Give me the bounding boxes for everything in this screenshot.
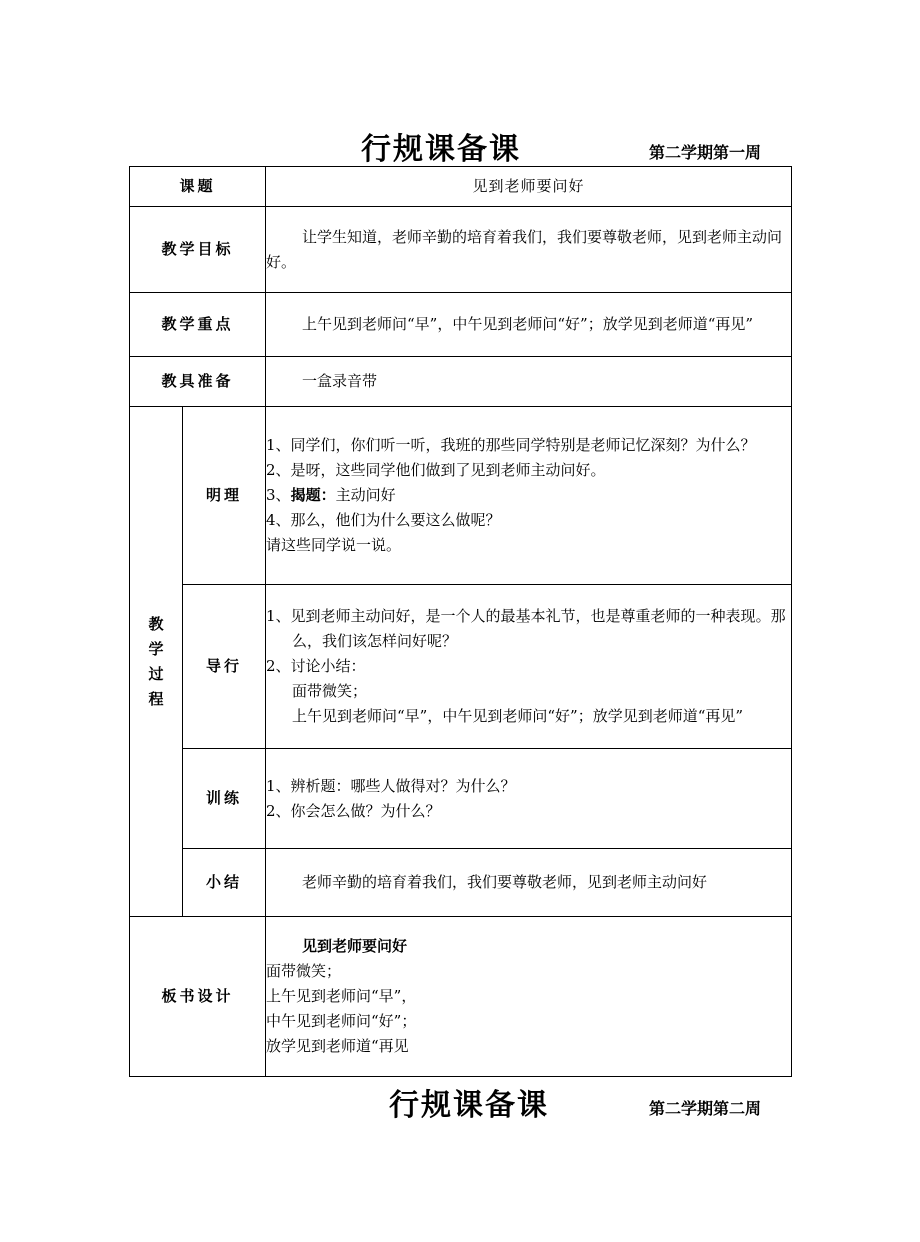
board-line: 面带微笑； [266,962,342,980]
list-item: 请这些同学说一说。 [266,536,402,554]
week-label: 第二学期第二周 [649,1099,762,1118]
process-char: 过 [148,664,164,683]
xiaojie-value: 老师辛勤的培育着我们，我们要尊敬老师，见到老师主动问好 [266,849,792,917]
sub-item: 上午见到老师问“早”，中午见到老师问“好”；放学见到老师道“再见” [292,707,744,725]
lesson-plan-table [129,166,792,1077]
list-item: 1、见到老师主动问好，是一个人的最基本礼节，也是尊重老师的一种表现。那么，我们该怎样问好呢？ [266,607,786,650]
board-content [266,917,792,1077]
daoxing-content [266,585,792,749]
tools-label: 教具准备 [130,357,266,407]
process-char: 程 [148,689,164,708]
list-item: 1、同学们，你们听一听，我班的那些同学特别是老师记忆深刻？为什么？ [266,436,756,454]
list-item: 2、讨论小结： [266,657,366,675]
row-focus [130,293,792,357]
list-item [266,483,791,508]
process-char: 学 [148,639,164,658]
mingli-content [266,407,792,585]
row-tools [130,357,792,407]
focus-label: 教学重点 [130,293,266,357]
process-char: 教 [148,614,164,633]
page-title: 行规课备课 [389,1088,549,1123]
board-line: 中午见到老师问“好”； [266,1012,417,1030]
list-item: 2、你会怎么做？为什么？ [266,801,441,820]
daoxing-label: 导行 [183,585,266,749]
board-line: 放学见到老师道“再见 [266,1037,409,1055]
list-item: 2、是呀，这些同学他们做到了见到老师主动问好。 [266,461,606,479]
focus-value: 上午见到老师问“早”，中午见到老师问“好”；放学见到老师道“再见” [266,293,792,357]
xunlian-label: 训练 [183,749,266,849]
row-xunlian [130,749,792,849]
goal-value: 让学生知道，老师辛勤的培育着我们，我们要尊敬老师，见到老师主动问好。 [266,207,792,293]
row-xiaojie [130,849,792,917]
page-title: 行规课备课 [361,132,521,167]
mingli-label: 明理 [183,407,266,585]
row-daoxing [130,585,792,749]
item-text: 主动问好 [335,486,396,504]
board-line: 上午见到老师问“早”， [266,987,417,1005]
list-item: 4、那么，他们为什么要这么做呢？ [266,511,501,529]
topic-label: 课题 [130,167,266,207]
xunlian-content [266,749,792,849]
goal-label: 教学目标 [130,207,266,293]
keyword: 揭题： [290,486,336,504]
list-item: 1、辨析题：哪些人做得对？为什么？ [266,776,516,795]
week-label: 第二学期第一周 [649,143,762,162]
xiaojie-label: 小结 [183,849,266,917]
board-label: 板书设计 [130,917,266,1077]
page-header [129,124,791,168]
row-board [130,917,792,1077]
row-mingli [130,407,792,585]
row-goal [130,207,792,293]
next-page-header [129,1080,791,1124]
item-number: 3、 [266,486,291,504]
tools-value: 一盒录音带 [266,357,792,407]
sub-item: 面带微笑； [292,682,368,700]
process-label [130,407,183,917]
row-topic [130,167,792,207]
board-title: 见到老师要问好 [302,937,408,955]
topic-value: 见到老师要问好 [266,167,792,207]
